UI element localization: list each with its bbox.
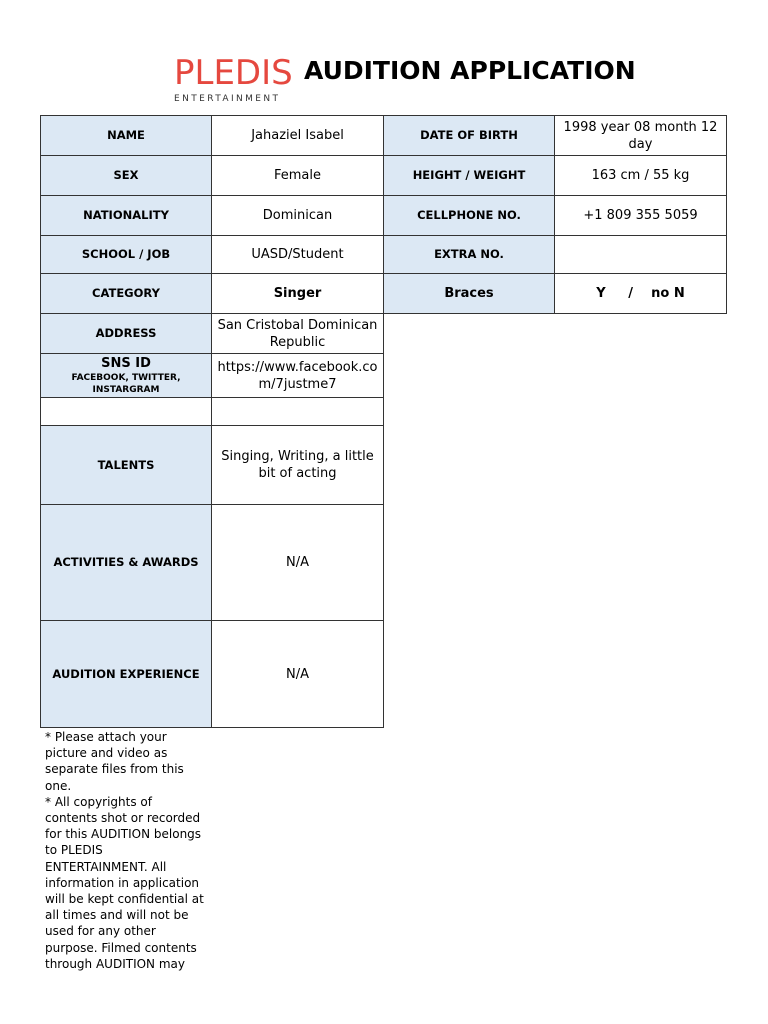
talents-label: TALENTS <box>40 425 212 505</box>
height-weight-field[interactable]: 163 cm / 55 kg <box>554 155 727 196</box>
category-field[interactable]: Singer <box>211 273 384 314</box>
braces-field[interactable]: Y / no N <box>554 273 727 314</box>
logo-wordmark: PLEDIS <box>174 53 293 93</box>
sns-field[interactable]: https://www.facebook.com/7justme7 <box>211 353 384 398</box>
talents-field[interactable]: Singing, Writing, a little bit of acting <box>211 425 384 505</box>
cellphone-field[interactable]: +1 809 355 5059 <box>554 195 727 236</box>
extra-no-label: EXTRA NO. <box>383 235 555 274</box>
dob-label: DATE OF BIRTH <box>383 115 555 156</box>
sns-sublabel: FACEBOOK, TWITTER, INSTARGRAM <box>71 372 181 395</box>
nationality-field[interactable]: Dominican <box>211 195 384 236</box>
school-job-field[interactable]: UASD/Student <box>211 235 384 274</box>
page-title: AUDITION APPLICATION <box>304 56 636 85</box>
blank-field[interactable] <box>211 397 384 426</box>
audition-experience-label: AUDITION EXPERIENCE <box>40 620 212 728</box>
extra-no-field[interactable] <box>554 235 727 274</box>
sns-label: SNS ID <box>101 355 151 371</box>
logo-subtext: ENTERTAINMENT <box>174 94 281 104</box>
cellphone-label: CELLPHONE NO. <box>383 195 555 236</box>
height-weight-label: HEIGHT / WEIGHT <box>383 155 555 196</box>
dob-field[interactable]: 1998 year 08 month 12 day <box>554 115 727 156</box>
braces-label: Braces <box>383 273 555 314</box>
footnotes: * Please attach your picture and video as separate files from this one. * All copyrights of contents shot or recorded for this AUDITION belongs to PLEDIS ENTERTAINMENT. All information in application will be kept confidential at all times and will not be used for any other purpose. Filmed contents through AUDITION may <box>45 730 204 971</box>
pledis-logo <box>174 54 294 104</box>
activities-field[interactable]: N/A <box>211 504 384 621</box>
sex-label: SEX <box>40 155 212 196</box>
school-job-label: SCHOOL / JOB <box>40 235 212 274</box>
address-field[interactable]: San Cristobal Dominican Republic <box>211 313 384 354</box>
sex-field[interactable]: Female <box>211 155 384 196</box>
name-field[interactable]: Jahaziel Isabel <box>211 115 384 156</box>
address-label: ADDRESS <box>40 313 212 354</box>
sns-label-cell <box>40 353 212 398</box>
audition-experience-field[interactable]: N/A <box>211 620 384 728</box>
category-label: CATEGORY <box>40 273 212 314</box>
nationality-label: NATIONALITY <box>40 195 212 236</box>
activities-label: ACTIVITIES & AWARDS <box>40 504 212 621</box>
blank-label-cell <box>40 397 212 426</box>
name-label: NAME <box>40 115 212 156</box>
